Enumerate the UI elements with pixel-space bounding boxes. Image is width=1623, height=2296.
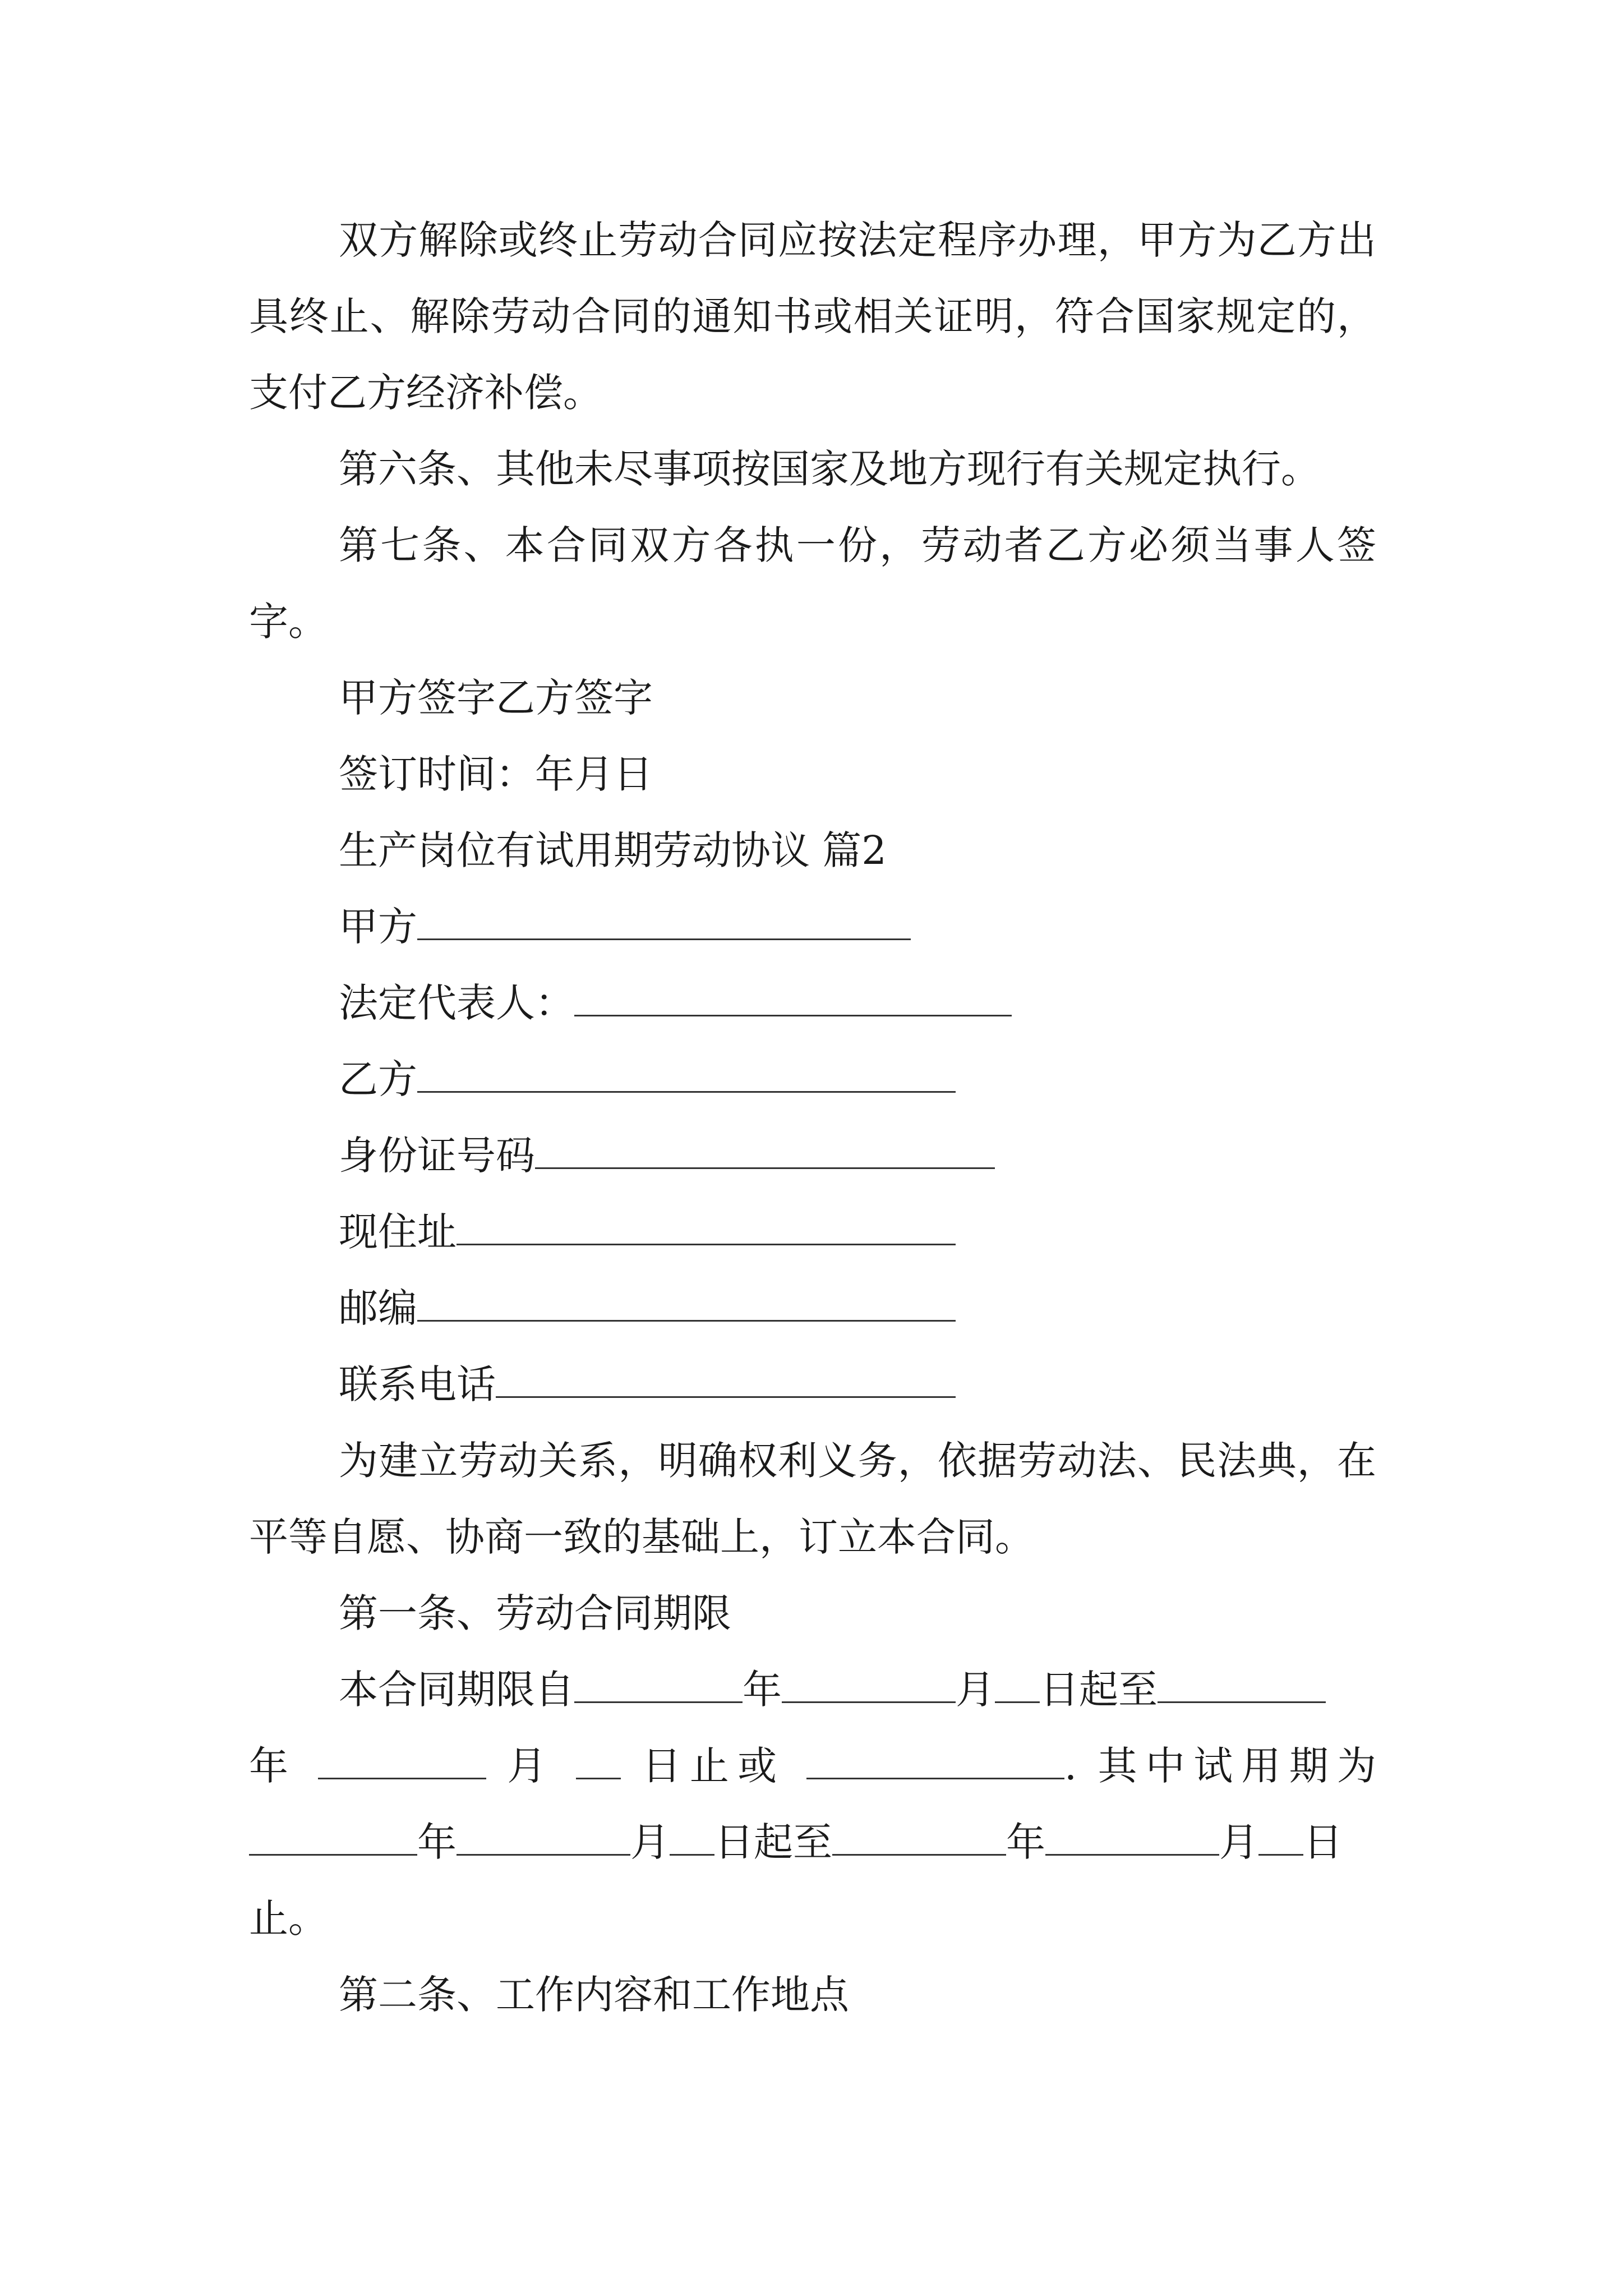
day-until-label: 日止或 [642, 1743, 786, 1789]
purpose-paragraph: 为建立劳动关系，明确权利义务，依据劳动法、民法典，在平等自愿、协商一致的基础上，订立本合同。 [249, 1438, 1376, 1560]
end-month-blank[interactable] [318, 1747, 486, 1779]
term-line-4: 止。 [249, 1895, 328, 1941]
document-page [249, 202, 1376, 2033]
term-line-2 [249, 1728, 1376, 1804]
year-label: 年 [249, 1743, 297, 1789]
end-day-blank[interactable] [576, 1747, 621, 1779]
party-a-field [249, 889, 1376, 965]
dot-label: . [1064, 1743, 1077, 1789]
month-label: 月 [507, 1743, 555, 1789]
term-line-1 [249, 1651, 1376, 1728]
phone-field [249, 1346, 1376, 1423]
day-from-label: 日起至 [714, 1819, 832, 1865]
legal-rep-label: 法定代表人： [339, 980, 574, 1026]
signature-line: 甲方签字乙方签字 [339, 675, 653, 721]
start-month-blank[interactable] [782, 1671, 956, 1703]
probation-start-day-blank[interactable] [670, 1824, 714, 1856]
party-b-label: 乙方 [339, 1056, 417, 1102]
day-from-label: 日起至 [1040, 1667, 1158, 1713]
legal-rep-blank[interactable] [574, 984, 1012, 1016]
alternative-term-blank[interactable] [806, 1747, 1064, 1779]
probation-start-month-blank[interactable] [457, 1824, 630, 1856]
address-blank[interactable] [457, 1213, 956, 1245]
article-2-title: 第二条、工作内容和工作地点 [339, 1972, 849, 2018]
probation-end-year-blank[interactable] [832, 1824, 1006, 1856]
end-year-blank[interactable] [1158, 1671, 1326, 1703]
year-label: 年 [743, 1667, 782, 1713]
party-b-blank[interactable] [417, 1061, 956, 1093]
postcode-blank[interactable] [417, 1290, 956, 1322]
term-line-3 [249, 1804, 1376, 1880]
article-7: 第七条、本合同双方各执一份，劳动者乙方必须当事人签字。 [249, 522, 1376, 645]
id-number-blank[interactable] [535, 1137, 995, 1169]
legal-rep-field [249, 965, 1376, 1041]
probation-end-month-blank[interactable] [1045, 1824, 1219, 1856]
probation-end-day-blank[interactable] [1258, 1824, 1303, 1856]
postcode-field [249, 1270, 1376, 1346]
party-b-field [249, 1041, 1376, 1117]
termination-paragraph: 双方解除或终止劳动合同应按法定程序办理，甲方为乙方出具终止、解除劳动合同的通知书或相关证明，符合国家规定的，支付乙方经济补偿。 [249, 217, 1376, 416]
probation-start-year-blank[interactable] [249, 1824, 417, 1856]
year-label: 年 [417, 1819, 457, 1865]
article-1-title: 第一条、劳动合同期限 [339, 1590, 731, 1636]
phone-blank[interactable] [496, 1366, 956, 1398]
start-day-blank[interactable] [995, 1671, 1040, 1703]
month-label: 月 [1219, 1819, 1258, 1865]
article-6: 第六条、其他未尽事项按国家及地方现行有关规定执行。 [339, 446, 1320, 492]
id-number-label: 身份证号码 [339, 1133, 535, 1179]
start-year-blank[interactable] [574, 1671, 743, 1703]
signing-date: 签订时间：年月日 [339, 751, 653, 797]
party-a-blank[interactable] [417, 908, 911, 940]
month-label: 月 [956, 1667, 995, 1713]
phone-label: 联系电话 [339, 1361, 496, 1407]
address-label: 现住址 [339, 1209, 457, 1255]
postcode-label: 邮编 [339, 1285, 417, 1331]
term-start-label: 本合同期限自 [339, 1667, 574, 1713]
probation-label: 其中试用期为 [1098, 1743, 1376, 1789]
party-a-label: 甲方 [339, 904, 417, 950]
section-heading: 生产岗位有试用期劳动协议 篇2 [339, 827, 887, 873]
day-label: 日 [1303, 1819, 1343, 1865]
id-number-field [249, 1117, 1376, 1194]
address-field [249, 1194, 1376, 1270]
month-label: 月 [630, 1819, 670, 1865]
year-label: 年 [1006, 1819, 1045, 1865]
